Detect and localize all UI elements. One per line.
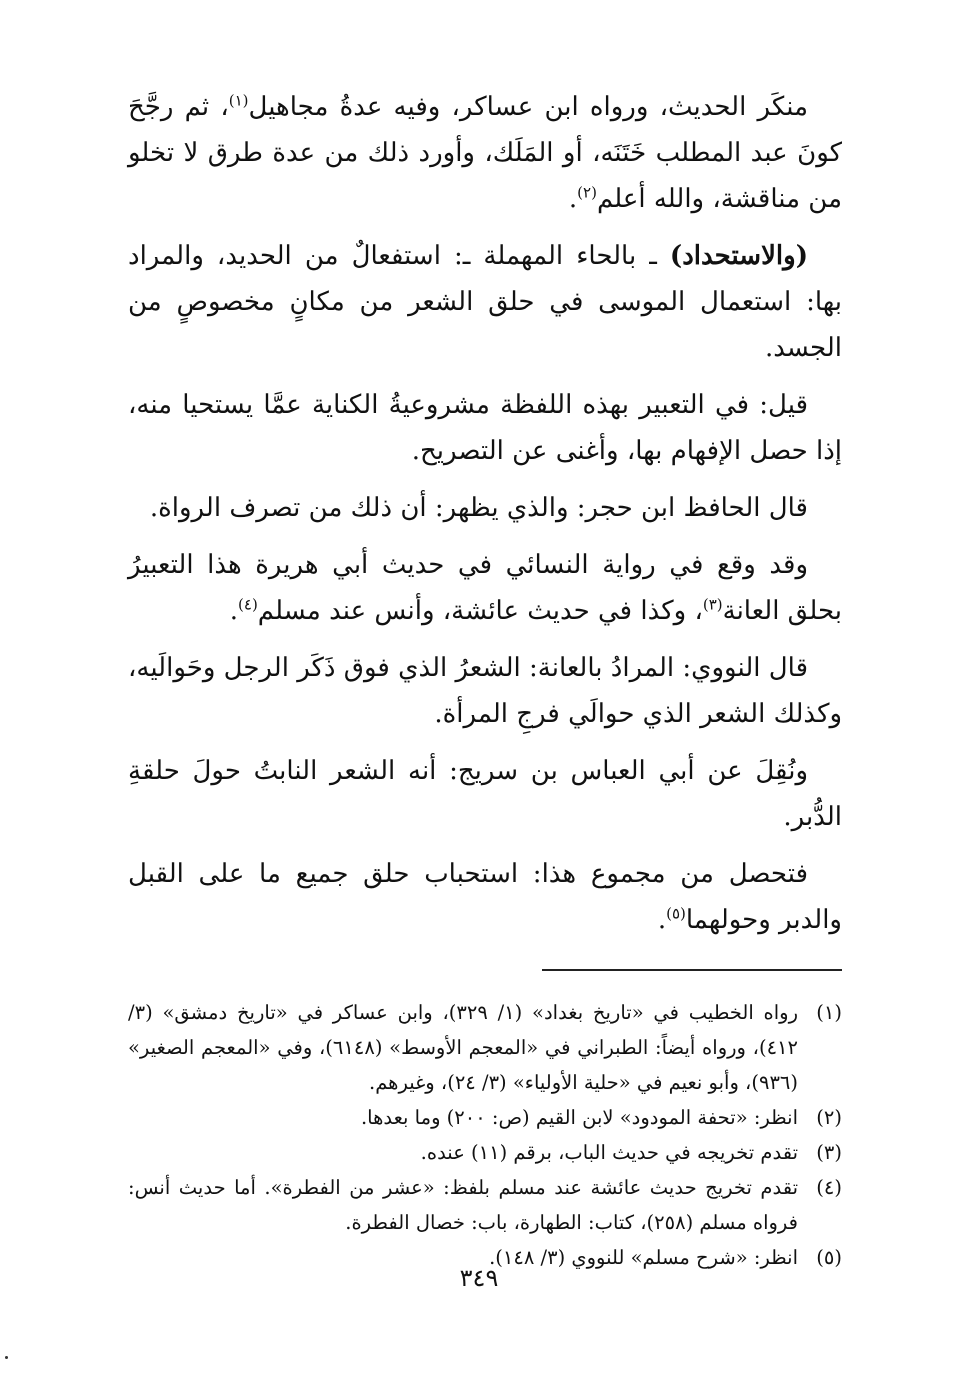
footnote-text: تقدم تخريجه في حديث الباب، برقم (١١) عنده. xyxy=(420,1141,798,1164)
paragraph xyxy=(128,382,842,474)
term-heading: (والاستحداد) xyxy=(669,241,808,271)
paragraph xyxy=(128,748,842,840)
paragraph xyxy=(128,851,842,943)
text-run: قال النووي: المرادُ بالعانة: الشعرُ الذي فوق ذَكَر الرجل وحَوالَيه، وكذلك الشعر الذي حوالَي فرجِ المرأة. xyxy=(128,653,842,729)
footnote-number: (٢) xyxy=(816,1106,842,1129)
paragraph xyxy=(128,84,842,222)
footnote-number: (٥) xyxy=(816,1246,842,1269)
footnote xyxy=(128,1100,842,1135)
paragraph xyxy=(128,233,842,371)
footnote-separator xyxy=(542,969,842,971)
text-run: ونُقِلَ عن أبي العباس بن سريج: أنه الشعر النابتُ حولَ حلقةِ الدُّبر. xyxy=(128,756,842,832)
paragraph xyxy=(128,645,842,737)
footnote-number: (٤) xyxy=(816,1176,842,1199)
footnotes xyxy=(128,995,842,1275)
footnote xyxy=(128,1135,842,1170)
text-run: فتحصل من مجموع هذا: استحباب حلق جميع ما على القبل والدبر وحولهما xyxy=(128,859,842,935)
text-run: ، وكذا في حديث عائشة، وأنس عند مسلم xyxy=(257,596,703,626)
footnote-marker: (٤) xyxy=(238,595,258,614)
footnote-text: رواه الخطيب في «تاريخ بغداد» (١/ ٣٢٩)، وابن عساكر في «تاريخ دمشق» (٣/ ٤١٢)، ورواه أيضاً: الطبراني في «المعجم الأوسط» (٦١٤٨)، وفي «المعجم الصغير» (٩٣٦)، وأبو نعيم في «حلية الأولياء» (٣/ ٢٤)، وغيرهم. xyxy=(128,1001,799,1094)
text-run: . xyxy=(657,905,667,935)
footnote-marker: (٣) xyxy=(702,595,723,614)
text-run: ، ثم رجَّحَ كونَ عبد المطلب خَتَنَه، أو المَلَك، وأورد ذلك من عدة طرق لا تخلو من مناقشة، والله أعلم xyxy=(128,92,842,214)
text-run: وقد وقع في رواية النسائي في حديث أبي هريرة هذا التعبيرُ بحلق العانة xyxy=(128,550,842,626)
footnote-number: (١) xyxy=(816,1001,842,1024)
main-text xyxy=(128,84,842,943)
footnote-marker: (٥) xyxy=(666,904,686,923)
scan-speck xyxy=(5,1356,8,1359)
footnote-text: تقدم تخريج حديث عائشة عند مسلم بلفظ: «عشر من الفطرة». أما حديث أنس: فرواه مسلم (٢٥٨)، كتاب: الطهارة، باب: خصال الفطرة. xyxy=(128,1176,798,1234)
text-run: قال الحافظ ابن حجر: والذي يظهر: أن ذلك من تصرف الرواة. xyxy=(149,493,808,523)
footnote-text: انظر: «تحفة المودود» لابن القيم (ص: ٢٠٠) وما بعدها. xyxy=(360,1106,798,1129)
paragraph xyxy=(128,485,842,531)
footnote xyxy=(128,1170,842,1240)
footnote-marker: (٢) xyxy=(577,183,597,202)
text-run: ـ بالحاء المهملة ـ: استفعالٌ من الحديد، والمراد بها: استعمال الموسى في حلق الشعر من مكانٍ مخصوصٍ من الجسد. xyxy=(128,241,842,363)
text-run: . xyxy=(568,184,578,214)
page-number: ٣٤٩ xyxy=(459,1264,499,1292)
text-run: . xyxy=(229,596,239,626)
text-run: قيل: في التعبير بهذه اللفظة مشروعيةُ الكناية عمَّا يستحيا منه، إذا حصل الإفهام بها، وأغنى عن التصريح. xyxy=(128,390,842,466)
paragraph xyxy=(128,542,842,634)
text-run: منكَر الحديث، ورواه ابن عساكر، وفيه عدةُ مجاهيل xyxy=(248,92,808,122)
footnote xyxy=(128,995,842,1100)
page-body xyxy=(128,84,842,1275)
footnote-text: انظر: «شرح مسلم» للنووي (٣/ ١٤٨). xyxy=(489,1246,798,1269)
footnote-number: (٣) xyxy=(816,1141,842,1164)
footnote-marker: (١) xyxy=(228,91,249,110)
